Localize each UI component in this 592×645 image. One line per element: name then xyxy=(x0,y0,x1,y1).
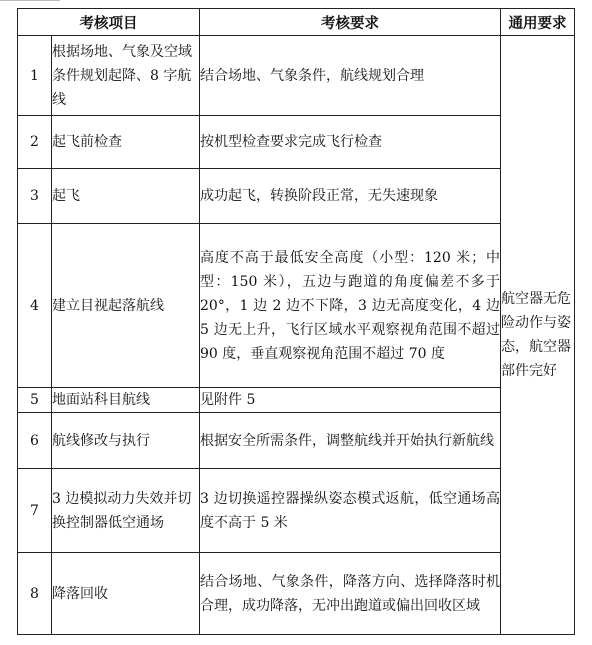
row-item: 3 边模拟动力失效并切换控制器低空通场 xyxy=(52,469,200,553)
row-item: 航线修改与执行 xyxy=(52,413,200,469)
general-requirement: 航空器无危险动作与姿态，航空器部件完好 xyxy=(501,36,575,635)
row-requirement: 根据安全所需条件，调整航线并开始执行新航线 xyxy=(200,413,501,469)
table-row xyxy=(18,116,575,169)
table-row xyxy=(18,413,575,469)
row-number: 1 xyxy=(18,36,52,116)
row-item: 起飞前检查 xyxy=(52,116,200,169)
row-number: 3 xyxy=(18,169,52,224)
header-item: 考核项目 xyxy=(18,9,200,36)
row-number: 5 xyxy=(18,388,52,413)
assessment-table xyxy=(17,8,575,635)
header-general: 通用要求 xyxy=(501,9,575,36)
table-row xyxy=(18,224,575,388)
table-row xyxy=(18,169,575,224)
row-number: 8 xyxy=(18,553,52,635)
row-requirement: 高度不高于最低安全高度（小型：120 米；中型：150 米），五边与跑道的角度偏差不多于 20°，1 边 2 边不下降，3 边无高度变化，4 边 5 边无上升，飞行区域水平观察视角范围不超过 90 度，垂直观察视角范围不超过 70 度 xyxy=(200,224,501,388)
row-number: 4 xyxy=(18,224,52,388)
row-number: 6 xyxy=(18,413,52,469)
row-requirement: 成功起飞，转换阶段正常，无失速现象 xyxy=(200,169,501,224)
table-row xyxy=(18,553,575,635)
row-requirement: 见附件 5 xyxy=(200,388,501,413)
table-row xyxy=(18,388,575,413)
row-requirement: 结合场地、气象条件，航线规划合理 xyxy=(200,36,501,116)
header-row xyxy=(18,9,575,36)
row-number: 7 xyxy=(18,469,52,553)
top-rule xyxy=(0,0,60,1)
row-number: 2 xyxy=(18,116,52,169)
row-item: 地面站科目航线 xyxy=(52,388,200,413)
row-requirement: 3 边切换遥控器操纵姿态模式返航，低空通场高度不高于 5 米 xyxy=(200,469,501,553)
header-requirement: 考核要求 xyxy=(200,9,501,36)
table-row xyxy=(18,469,575,553)
table-row xyxy=(18,36,575,116)
row-item: 建立目视起落航线 xyxy=(52,224,200,388)
row-requirement: 结合场地、气象条件，降落方向、选择降落时机合理，成功降落，无冲出跑道或偏出回收区域 xyxy=(200,553,501,635)
row-item: 起飞 xyxy=(52,169,200,224)
row-requirement: 按机型检查要求完成飞行检查 xyxy=(200,116,501,169)
row-item: 根据场地、气象及空域条件规划起降、8 字航线 xyxy=(52,36,200,116)
row-item: 降落回收 xyxy=(52,553,200,635)
